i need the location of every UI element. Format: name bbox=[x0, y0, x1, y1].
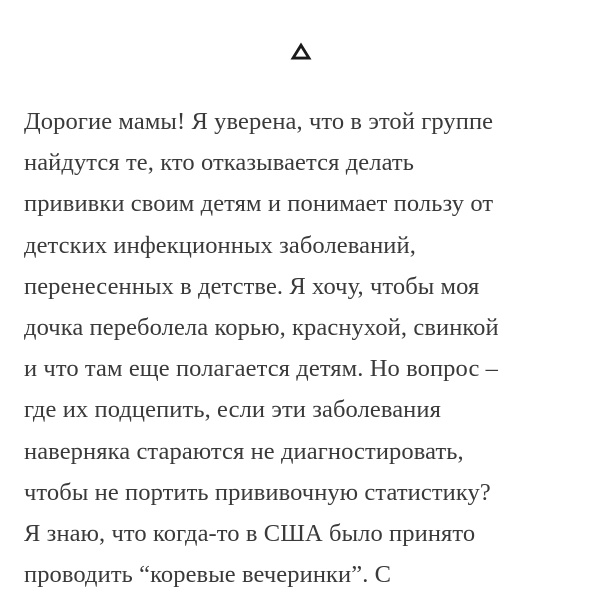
article-line: прививки своим детям и понимает пользу от bbox=[24, 190, 494, 218]
article-line: Дорогие мамы! Я уверена, что в этой группе bbox=[24, 108, 494, 135]
article-line: Я знаю, что когда-то в США было принято bbox=[24, 519, 476, 547]
article-line: перенесенных в детстве. Я хочу, чтобы моя bbox=[24, 272, 480, 300]
article-line: чтобы не портить прививочную статистику? bbox=[24, 478, 491, 506]
article-line: детских инфекционных заболеваний, bbox=[24, 231, 416, 259]
article-text bbox=[24, 101, 584, 595]
article-line: найдутся те, кто отказывается делать bbox=[24, 149, 414, 177]
article-line: наверняка стараются не диагностировать, bbox=[24, 437, 464, 465]
article-line: проводить “коревые вечеринки”. С bbox=[24, 561, 392, 589]
article-line: дочка переболела корью, краснухой, свинкой bbox=[24, 313, 499, 341]
article-line: где их подцепить, если эти заболевания bbox=[24, 396, 441, 424]
article-line: и что там еще полагается детям. Но вопрос – bbox=[24, 355, 499, 383]
delta-logo-icon[interactable] bbox=[289, 41, 313, 61]
